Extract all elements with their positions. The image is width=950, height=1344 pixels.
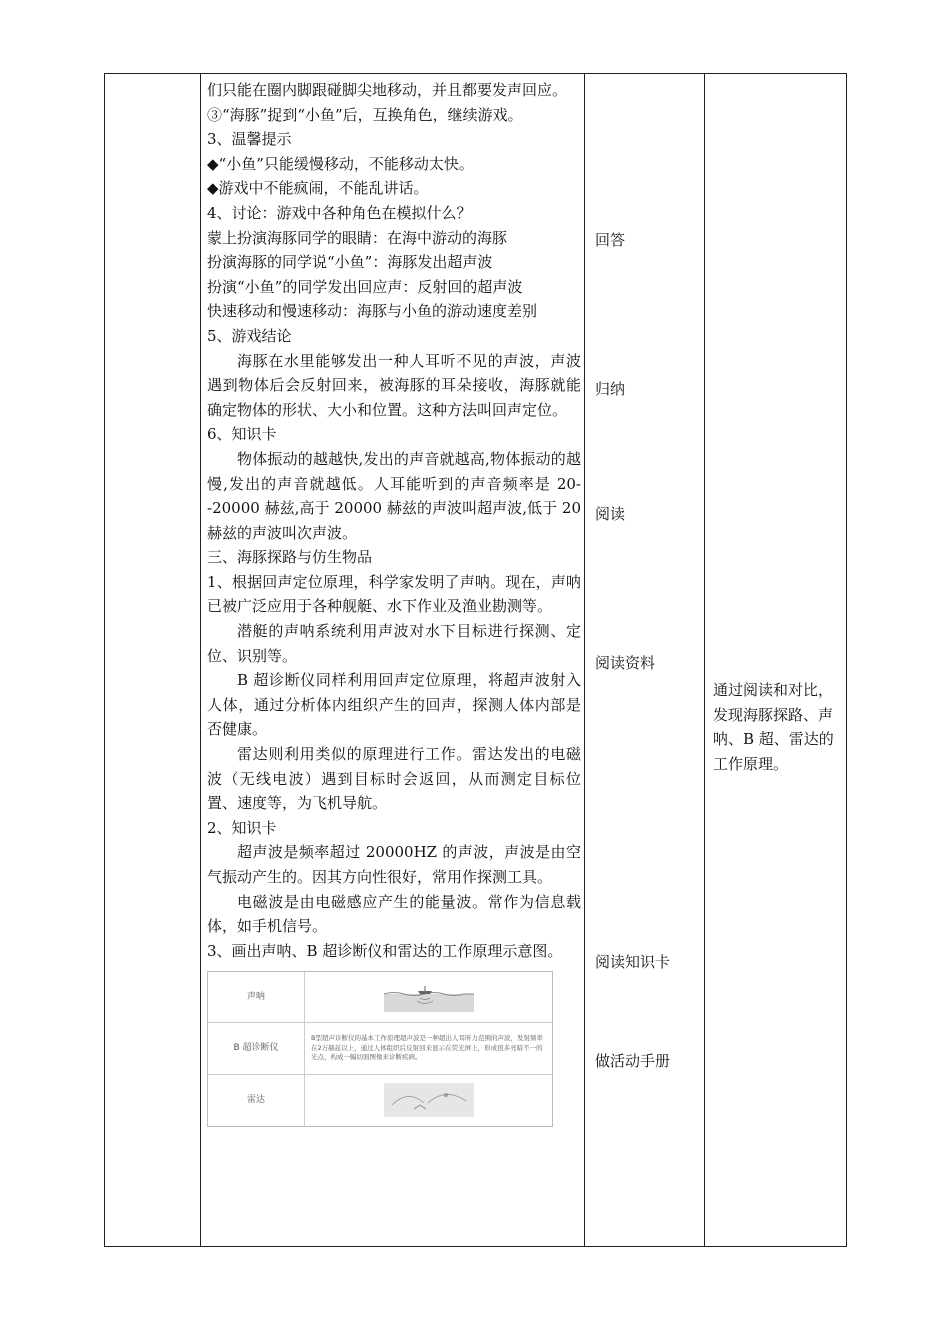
paragraph: 电磁波是由电磁感应产生的能量波。常作为信息载体，如手机信号。 [207, 892, 581, 936]
section-heading: 6、知识卡 [207, 425, 277, 444]
paragraph: 蒙上扮演海豚同学的眼睛：在海中游动的海豚 [207, 228, 508, 247]
paragraph: ◆“小鱼”只能缓慢移动，不能移动太快。 [207, 154, 474, 173]
paragraph: 们只能在圈内脚跟碰脚尖地移动，并且都要发声回应。 [207, 81, 568, 99]
lesson-table [104, 73, 847, 1247]
paragraph: 物体振动的越越快,发出的声音就越高,物体振动的越慢,发出的声音就越低。人耳能听到的声音频率是 20--20000 赫兹,高于 20000 赫兹的声波叫超声波,低于 20 赫兹的声波叫次声波。 [207, 449, 581, 542]
activity-read-materials: 阅读资料 [595, 654, 656, 672]
activity-summarize: 归纳 [595, 380, 626, 398]
paragraph: 海豚在水里能够发出一种人耳听不见的声波，声波遇到物体后会反射回来，被海豚的耳朵接收，海豚就能确定物体的形状、大小和位置。这种方法叫回声定位。 [207, 351, 581, 419]
paragraph: 3、画出声呐、B 超诊断仪和雷达的工作原理示意图。 [207, 941, 563, 960]
paragraph: 扮演海豚的同学说“小鱼”：海豚发出超声波 [207, 253, 493, 272]
figure-label: B 超诊断仪 [208, 1022, 305, 1074]
figure-description: B型超声诊断仪的基本工作原理超声波是一种超出人耳听力范围的声波，发射频率在2万赫兹以上，通过人体组织后反射回来显示在荧光屏上，形成很多亮暗不一的光点，构成一幅切面图像来诊断疾病。 [311, 1034, 543, 1062]
paragraph: 超声波是频率超过 20000HZ 的声波，声波是由空气振动产生的。因其方向性很好，常用作探测工具。 [207, 843, 581, 886]
paragraph: 快速移动和慢速移动：海豚与小鱼的游动速度差别 [207, 302, 538, 321]
activity-workbook: 做活动手册 [595, 1052, 671, 1070]
figure-label: 声呐 [208, 972, 305, 1022]
figure-row-b-ultrasound [208, 1022, 552, 1075]
activity-read: 阅读 [595, 505, 626, 523]
sonar-icon [384, 982, 474, 1012]
section-heading: 2、知识卡 [207, 818, 277, 837]
activity-answer: 回答 [595, 231, 626, 249]
paragraph: 雷达则利用类似的原理进行工作。雷达发出的电磁波（无线电波）遇到目标时会返回，从而测定目标位置、速度等，为飞机导航。 [207, 745, 581, 813]
design-intent-text: 通过阅读和对比，发现海豚探路、声呐、B 超、雷达的工作原理。 [713, 681, 834, 773]
paragraph: 4、讨论：游戏中各种角色在模拟什么？ [207, 203, 472, 222]
working-principle-figure [207, 971, 553, 1127]
paragraph: ③“海豚”捉到“小鱼”后，互换角色，继续游戏。 [207, 105, 523, 124]
paragraph: 潜艇的声呐系统利用声波对水下目标进行探测、定位、识别等。 [207, 622, 581, 665]
section-heading: 5、游戏结论 [207, 326, 292, 345]
paragraph: 1、根据回声定位原理，科学家发明了声呐。现在，声呐已被广泛应用于各种舰艇、水下作业及渔业勘测等。 [207, 572, 581, 616]
paragraph: 扮演“小鱼”的同学发出回应声：反射回的超声波 [207, 277, 523, 296]
radar-sketch [305, 1074, 552, 1126]
section-heading: 三、海豚探路与仿生物品 [207, 548, 373, 567]
paragraph: B 超诊断仪同样利用回声定位原理，将超声波射入人体，通过分析体内组织产生的回声，探测人体内部是否健康。 [207, 671, 581, 739]
sonar-sketch [305, 972, 552, 1022]
figure-label: 雷达 [208, 1074, 305, 1126]
activity-read-knowledge-card: 阅读知识卡 [595, 953, 671, 971]
paragraph: ◆游戏中不能疯闹，不能乱讲话。 [207, 179, 429, 198]
teaching-process-column [201, 74, 585, 1246]
paragraph: 3、温馨提示 [207, 130, 292, 149]
figure-row-sonar [208, 972, 552, 1023]
column-divider-3 [704, 74, 705, 1246]
figure-row-radar [208, 1074, 552, 1126]
radar-icon [384, 1083, 474, 1117]
